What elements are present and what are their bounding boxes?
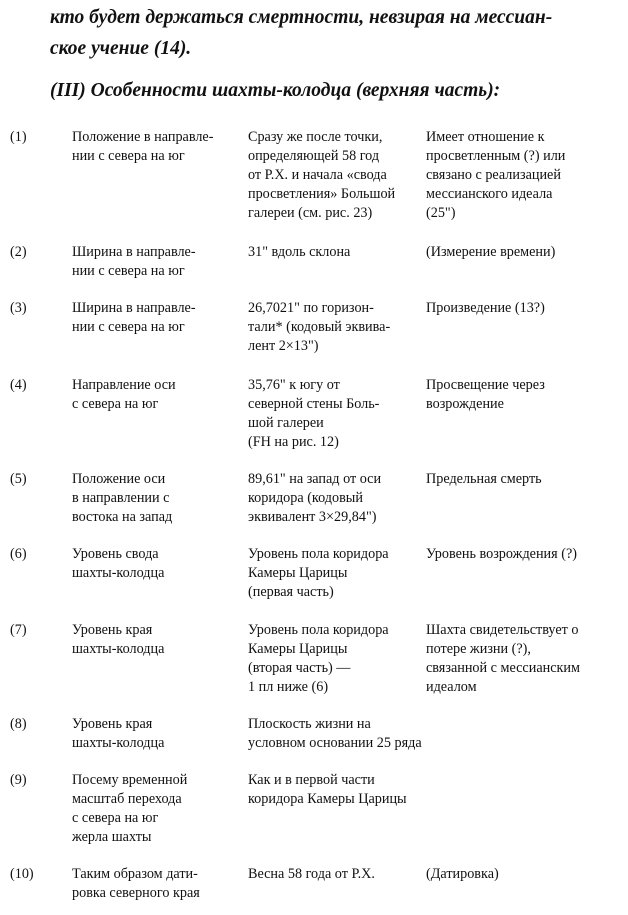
measurement-cell (248, 865, 424, 884)
cell-line: потере жизни (?), (426, 641, 531, 657)
cell-line: Уровень пола коридора (248, 622, 389, 638)
interpretation-cell (426, 299, 622, 318)
interpretation-cell (426, 376, 622, 414)
cell-line: (первая часть) (248, 584, 334, 600)
cell-line: Просвещение через (426, 377, 545, 393)
cell-line: шахты-колодца (72, 565, 165, 581)
cell-line: Уровень края (72, 622, 153, 638)
interpretation-cell (426, 621, 622, 697)
cell-line: ровка северного края (72, 885, 200, 901)
feature-cell (72, 621, 242, 659)
cell-line: Камеры Царицы (248, 565, 348, 581)
row-number: (7) (10, 622, 27, 638)
cell-line: связанной с мессианским (426, 660, 580, 676)
cell-line: нии с севера на юг (72, 319, 185, 335)
cell-line: Имеет отношение к (426, 129, 545, 145)
cell-line: 31" вдоль склона (248, 244, 351, 260)
interpretation-cell (426, 865, 622, 884)
feature-cell (72, 865, 242, 903)
cell-line: Ширина в направле- (72, 300, 196, 316)
feature-cell (72, 470, 242, 527)
cell-line: Произведение (13?) (426, 300, 545, 316)
cell-line: 1 пл ниже (6) (248, 679, 329, 695)
row-number: (8) (10, 716, 27, 732)
cell-line: галереи (см. рис. 23) (248, 205, 373, 221)
cell-line: (вторая часть) — (248, 660, 351, 676)
intro-line-1: кто будет держаться смертности, невзирая на мессиан- (50, 7, 553, 28)
cell-line: возрождение (426, 396, 504, 412)
cell-line: Таким образом дати- (72, 866, 198, 882)
row-number: (2) (10, 244, 27, 260)
cell-line: Шахта свидетельствует о (426, 622, 579, 638)
cell-line: востока на запад (72, 509, 173, 525)
measurement-cell (248, 621, 424, 697)
feature-cell (72, 243, 242, 281)
cell-line: Уровень возрождения (?) (426, 546, 577, 562)
interpretation-cell (426, 128, 622, 223)
cell-line: Положение оси (72, 471, 166, 487)
cell-line: связано с реализацией (426, 167, 561, 183)
row-number: (10) (10, 866, 34, 882)
cell-line: 89,61" на запад от оси (248, 471, 382, 487)
cell-line: нии с севера на юг (72, 148, 185, 164)
feature-cell (72, 545, 242, 583)
cell-line: Ширина в направле- (72, 244, 196, 260)
row-number: (9) (10, 772, 27, 788)
interpretation-cell (426, 243, 622, 262)
cell-line: Как и в первой части (248, 772, 375, 788)
intro-line-2: ское учение (14). (50, 38, 192, 59)
cell-line: тали* (кодовый эквива- (248, 319, 391, 335)
measurement-cell (248, 299, 424, 356)
cell-line: Предельная смерть (426, 471, 542, 487)
row-number: (3) (10, 300, 27, 316)
cell-line: масштаб перехода (72, 791, 182, 807)
measurement-cell (248, 545, 424, 602)
cell-line: коридора Камеры Царицы (248, 791, 407, 807)
measurement-cell (248, 470, 424, 527)
section-title: (III) Особенности шахты-колодца (верхняя часть): (50, 80, 501, 101)
cell-line: Направление оси (72, 377, 176, 393)
row-number: (1) (10, 129, 27, 145)
cell-line: шой галереи (248, 415, 324, 431)
cell-line: эквивалент 3×29,84") (248, 509, 377, 525)
measurement-cell (248, 771, 424, 809)
cell-line: Весна 58 года от Р.Х. (248, 866, 375, 882)
cell-line: определяющей 58 год (248, 148, 380, 164)
cell-line: нии с севера на юг (72, 263, 185, 279)
cell-line: (FH на рис. 12) (248, 434, 339, 450)
cell-line: лент 2×13") (248, 338, 319, 354)
cell-line: коридора (кодовый (248, 490, 363, 506)
cell-line: шахты-колодца (72, 735, 165, 751)
cell-line: с севера на юг (72, 396, 159, 412)
cell-line: с севера на юг (72, 810, 159, 826)
feature-cell (72, 376, 242, 414)
interpretation-cell (426, 470, 622, 489)
row-number: (6) (10, 546, 27, 562)
cell-line: (25") (426, 205, 456, 221)
feature-cell (72, 128, 242, 166)
cell-line: в направлении с (72, 490, 170, 506)
cell-line: шахты-колодца (72, 641, 165, 657)
interpretation-cell (426, 545, 622, 564)
cell-line: Плоскость жизни на (248, 716, 371, 732)
cell-line: 26,7021" по горизон- (248, 300, 374, 316)
cell-line: (Измерение времени) (426, 244, 556, 260)
cell-line: жерла шахты (72, 829, 152, 845)
measurement-cell (248, 376, 424, 452)
cell-line: Уровень края (72, 716, 153, 732)
cell-line: просветленным (?) или (426, 148, 566, 164)
cell-line: идеалом (426, 679, 477, 695)
intro-text (50, 2, 612, 64)
cell-line: Положение в направле- (72, 129, 214, 145)
measurement-cell (248, 128, 424, 223)
feature-cell (72, 299, 242, 337)
cell-line: условном основании 25 ряда (248, 735, 422, 751)
measurement-cell (248, 715, 424, 753)
cell-line: Посему временной (72, 772, 188, 788)
cell-line: мессианского идеала (426, 186, 553, 202)
cell-line: Камеры Царицы (248, 641, 348, 657)
cell-line: от Р.Х. и начала «свода (248, 167, 387, 183)
cell-line: Уровень пола коридора (248, 546, 389, 562)
row-number: (5) (10, 471, 27, 487)
cell-line: Сразу же после точки, (248, 129, 383, 145)
row-number: (4) (10, 377, 27, 393)
cell-line: 35,76" к югу от (248, 377, 340, 393)
feature-cell (72, 715, 242, 753)
cell-line: просветления» Большой (248, 186, 396, 202)
feature-cell (72, 771, 242, 847)
cell-line: Уровень свода (72, 546, 159, 562)
measurement-cell (248, 243, 424, 262)
cell-line: северной стены Боль- (248, 396, 380, 412)
cell-line: (Датировка) (426, 866, 499, 882)
